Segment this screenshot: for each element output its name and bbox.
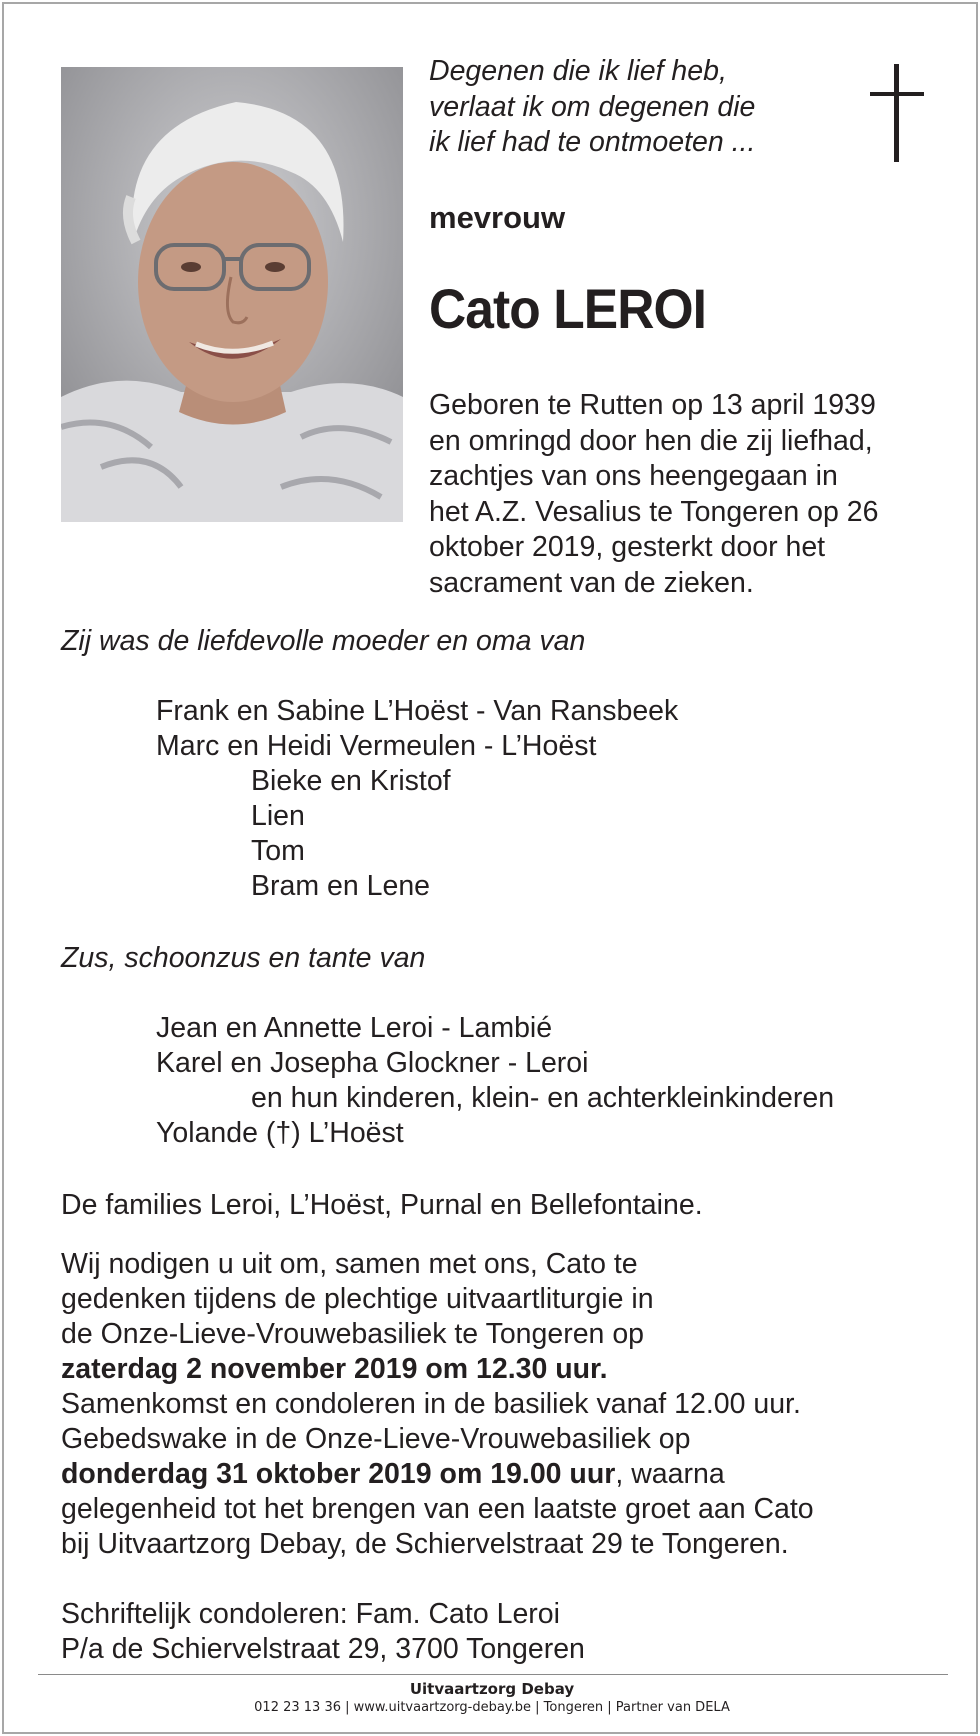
grandchild-line: Tom: [251, 835, 305, 867]
portrait-photo: [61, 67, 403, 522]
bio-line: het A.Z. Vesalius te Tongeren op 26: [429, 495, 879, 528]
condolence-line: P/a de Schiervelstraat 29, 3700 Tongeren: [61, 1633, 585, 1665]
obituary-notice: [2, 2, 978, 1734]
grandchild-line: Bram en Lene: [251, 870, 431, 902]
sibling-line: Jean en Annette Leroi - Lambié: [156, 1012, 553, 1044]
sibling-line: Yolande (†) L’Hoëst: [156, 1117, 404, 1149]
honorific: mevrouw: [429, 200, 566, 235]
wake-date: donderdag 31 oktober 2019 om 19.00 uur: [61, 1458, 616, 1490]
wake-line: [61, 1457, 725, 1493]
footer-contact: 012 23 13 36 | www.uitvaartzorg-debay.be | Tongeren | Partner van DELA: [254, 1700, 730, 1715]
farewell-line: gelegenheid tot het brengen van een laatste groet aan Cato: [61, 1493, 814, 1525]
invitation-line: gedenken tijdens de plechtige uitvaartliturgie in: [61, 1283, 654, 1315]
bio-line: zachtjes van ons heengegaan in: [429, 460, 838, 492]
sibling-extra: en hun kinderen, klein- en achterkleinkinderen: [251, 1082, 835, 1114]
quote-line: verlaat ik om degenen die: [429, 90, 756, 123]
gathering-line: Gebedswake in de Onze-Lieve-Vrouwebasiliek op: [61, 1423, 691, 1455]
cross-icon: [868, 64, 926, 164]
gathering-line: Samenkomst en condoleren in de basiliek vanaf 12.00 uur.: [61, 1388, 801, 1420]
condolence-line: Schriftelijk condoleren: Fam. Cato Leroi: [61, 1598, 560, 1630]
sibling-line: Karel en Josepha Glockner - Leroi: [156, 1047, 589, 1079]
quote: [429, 54, 829, 161]
footer-company: Uitvaartzorg Debay: [409, 1680, 575, 1698]
bio-line: Geboren te Rutten op 13 april 1939: [429, 389, 876, 421]
child-line: Marc en Heidi Vermeulen - L’Hoëst: [156, 730, 597, 762]
footer-divider: [38, 1674, 948, 1675]
quote-line: ik lief had te ontmoeten ...: [429, 126, 756, 158]
invitation-line: Wij nodigen u uit om, samen met ons, Cato te: [61, 1248, 638, 1280]
grandchild-line: Lien: [251, 800, 305, 832]
funeral-date: zaterdag 2 november 2019 om 12.30 uur.: [61, 1353, 608, 1385]
bio-line: en omringd door hen die zij liefhad,: [429, 424, 873, 457]
deceased-name: Cato LEROI: [429, 277, 707, 340]
wake-after: , waarna: [615, 1458, 725, 1490]
grandchild-line: Bieke en Kristof: [251, 765, 451, 797]
bio-line: sacrament van de zieken.: [429, 566, 754, 599]
farewell-line: bij Uitvaartzorg Debay, de Schiervelstraat 29 te Tongeren.: [61, 1528, 789, 1560]
family-heading: Zij was de liefdevolle moeder en oma van: [61, 625, 586, 657]
biography: [429, 388, 949, 601]
child-line: Frank en Sabine L’Hoëst - Van Ransbeek: [156, 695, 679, 727]
invitation-line: de Onze-Lieve-Vrouwebasiliek te Tongeren op: [61, 1318, 645, 1350]
families-line: De families Leroi, L’Hoëst, Purnal en Bellefontaine.: [61, 1189, 703, 1221]
bio-line: oktober 2019, gesterkt door het: [429, 531, 826, 563]
quote-line: Degenen die ik lief heb,: [429, 55, 727, 87]
siblings-heading: Zus, schoonzus en tante van: [61, 942, 426, 974]
